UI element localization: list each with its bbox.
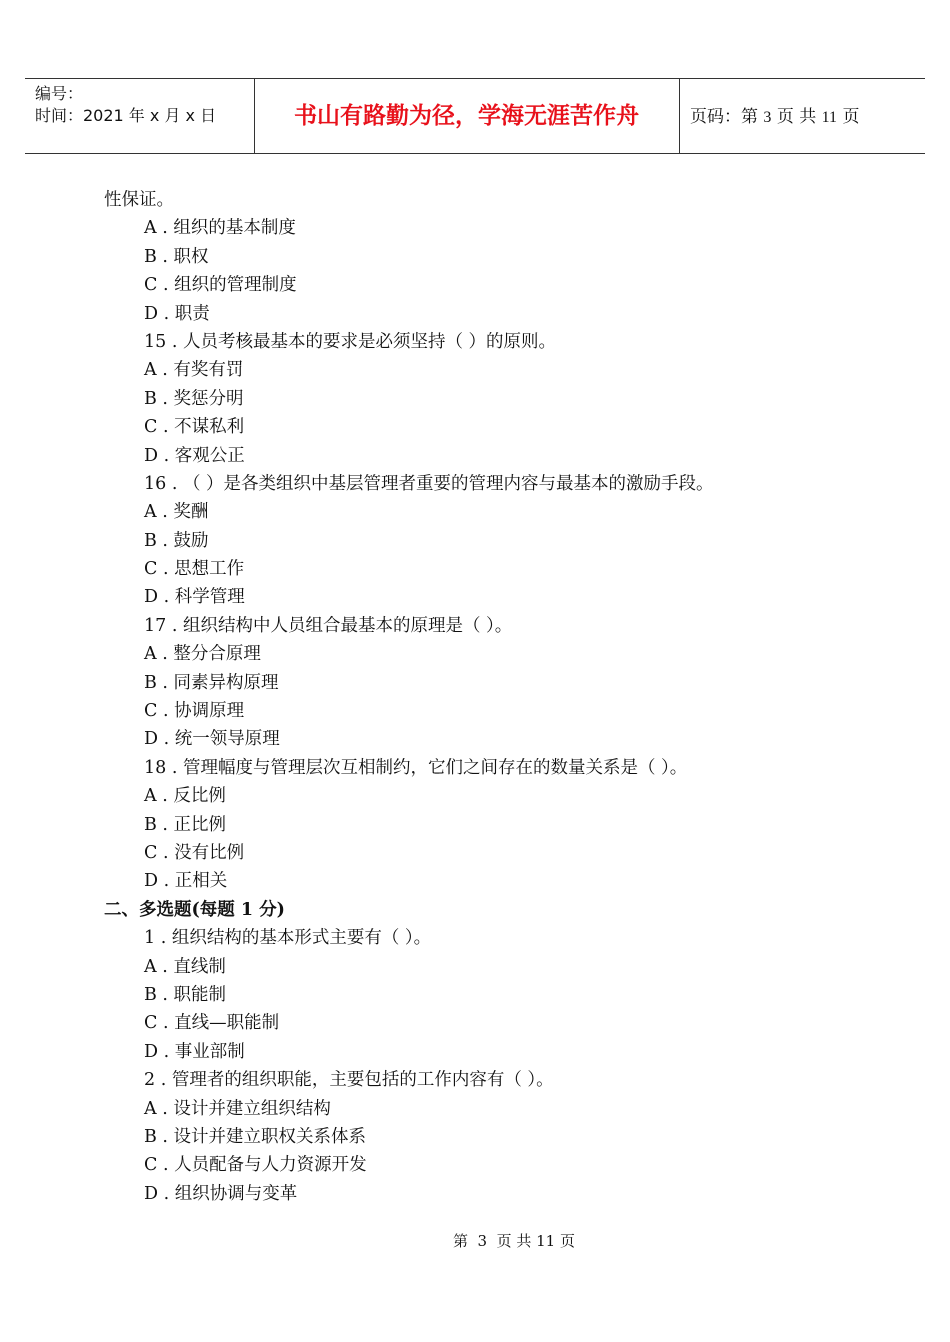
text-line: B . 正比例 bbox=[144, 814, 227, 835]
header-page-indicator bbox=[690, 105, 859, 130]
text-line: B . 设计并建立职权关系体系 bbox=[144, 1126, 367, 1147]
text-line: A . 反比例 bbox=[144, 786, 226, 807]
text-line: D . 统一领导原理 bbox=[144, 729, 280, 750]
section-heading: 二、多选题(每题 1 分) bbox=[104, 899, 285, 920]
page-current: 3 bbox=[763, 109, 772, 126]
text-line: D . 职责 bbox=[144, 303, 210, 324]
text-line: C . 协调原理 bbox=[144, 701, 245, 722]
page-middle: 页 共 bbox=[776, 107, 817, 127]
page-prefix: 页码：第 bbox=[690, 107, 758, 127]
header-meta bbox=[35, 83, 216, 127]
text-line: 18 . 管理幅度与管理层次互相制约，它们之间存在的数量关系是（ ）。 bbox=[144, 757, 688, 778]
text-line: B . 鼓励 bbox=[144, 530, 209, 551]
page-footer: 第 3 页 共 11 页 bbox=[452, 1232, 575, 1250]
text-line: D . 事业部制 bbox=[144, 1041, 245, 1062]
text-line: A . 组织的基本制度 bbox=[144, 218, 296, 239]
text-line: D . 客观公正 bbox=[144, 445, 245, 466]
text-line: B . 职权 bbox=[144, 246, 209, 267]
text-line: 2 . 管理者的组织职能，主要包括的工作内容有（ ）。 bbox=[144, 1070, 554, 1091]
text-line: D . 正相关 bbox=[144, 871, 228, 892]
text-line: 1 . 组织结构的基本形式主要有（ ）。 bbox=[144, 928, 432, 949]
text-line: A . 整分合原理 bbox=[144, 644, 261, 665]
text-line: C . 思想工作 bbox=[144, 559, 245, 580]
text-line: B . 奖惩分明 bbox=[144, 388, 244, 409]
text-line: 16 . （ ）是各类组织中基层管理者重要的管理内容与最基本的激励手段。 bbox=[144, 473, 714, 494]
header-motto: 书山有路勤为径，学海无涯苦作舟 bbox=[294, 103, 639, 129]
text-line: B . 职能制 bbox=[144, 984, 227, 1005]
text-line: A . 设计并建立组织结构 bbox=[144, 1098, 331, 1119]
text-line: C . 没有比例 bbox=[144, 842, 245, 863]
page-header bbox=[25, 78, 925, 154]
text-line: D . 科学管理 bbox=[144, 587, 245, 608]
document-body bbox=[0, 186, 950, 1208]
text-line: A . 有奖有罚 bbox=[144, 360, 244, 381]
page-total: 11 bbox=[821, 109, 838, 126]
header-divider bbox=[679, 79, 680, 153]
text-line: 性保证。 bbox=[104, 190, 174, 210]
text-line: A . 奖酬 bbox=[144, 502, 209, 523]
text-line: 15 . 人员考核最基本的要求是必须坚持（ ）的原则。 bbox=[144, 331, 557, 352]
text-line: C . 不谋私利 bbox=[144, 417, 245, 438]
document-time-label: 时间：2021 年 x 月 x 日 bbox=[35, 106, 217, 125]
text-line: 17 . 组织结构中人员组合最基本的原理是（ ）。 bbox=[144, 615, 513, 636]
document-number-label: 编号： bbox=[35, 84, 84, 103]
text-line: C . 人员配备与人力资源开发 bbox=[144, 1155, 367, 1176]
text-line: C . 组织的管理制度 bbox=[144, 275, 297, 296]
page-suffix: 页 bbox=[842, 107, 860, 127]
text-line: D . 组织协调与变革 bbox=[144, 1183, 298, 1204]
text-line: A . 直线制 bbox=[144, 956, 226, 977]
text-line: C . 直线—职能制 bbox=[144, 1013, 280, 1034]
text-line: B . 同素异构原理 bbox=[144, 672, 279, 693]
